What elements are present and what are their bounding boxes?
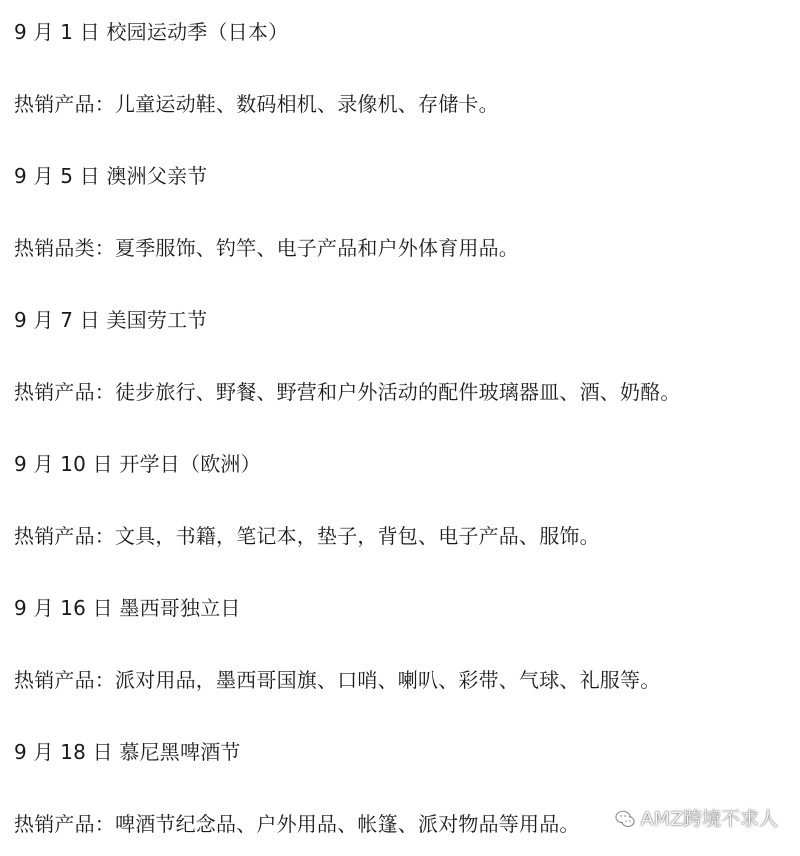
products-line-5: 热销产品：派对用品，墨西哥国旗、口哨、喇叭、彩带、气球、礼服等。 [14, 668, 661, 692]
products-line-6: 热销产品：啤酒节纪念品、户外用品、帐篷、派对物品等用品。 [14, 812, 580, 836]
products-line-2: 热销品类：夏季服饰、钓竿、电子产品和户外体育用品。 [14, 236, 519, 260]
event-date-line-5: 9 月 16 日 墨西哥独立日 [14, 596, 241, 620]
wechat-icon [615, 809, 635, 829]
products-line-3: 热销产品：徒步旅行、野餐、野营和户外活动的配件玻璃器皿、酒、奶酪。 [14, 380, 681, 404]
products-line-4: 热销产品：文具，书籍，笔记本，垫子，背包、电子产品、服饰。 [14, 524, 600, 548]
event-date-line-6: 9 月 18 日 慕尼黑啤酒节 [14, 740, 241, 764]
event-date-line-1: 9 月 1 日 校园运动季（日本） [14, 20, 289, 44]
event-date-line-4: 9 月 10 日 开学日（欧洲） [14, 452, 261, 476]
watermark [615, 806, 778, 832]
products-line-1: 热销产品：儿童运动鞋、数码相机、录像机、存储卡。 [14, 92, 499, 116]
event-date-line-2: 9 月 5 日 澳洲父亲节 [14, 164, 208, 188]
event-date-line-3: 9 月 7 日 美国劳工节 [14, 308, 208, 332]
watermark-text: AMZ跨境不求人 [640, 808, 778, 830]
